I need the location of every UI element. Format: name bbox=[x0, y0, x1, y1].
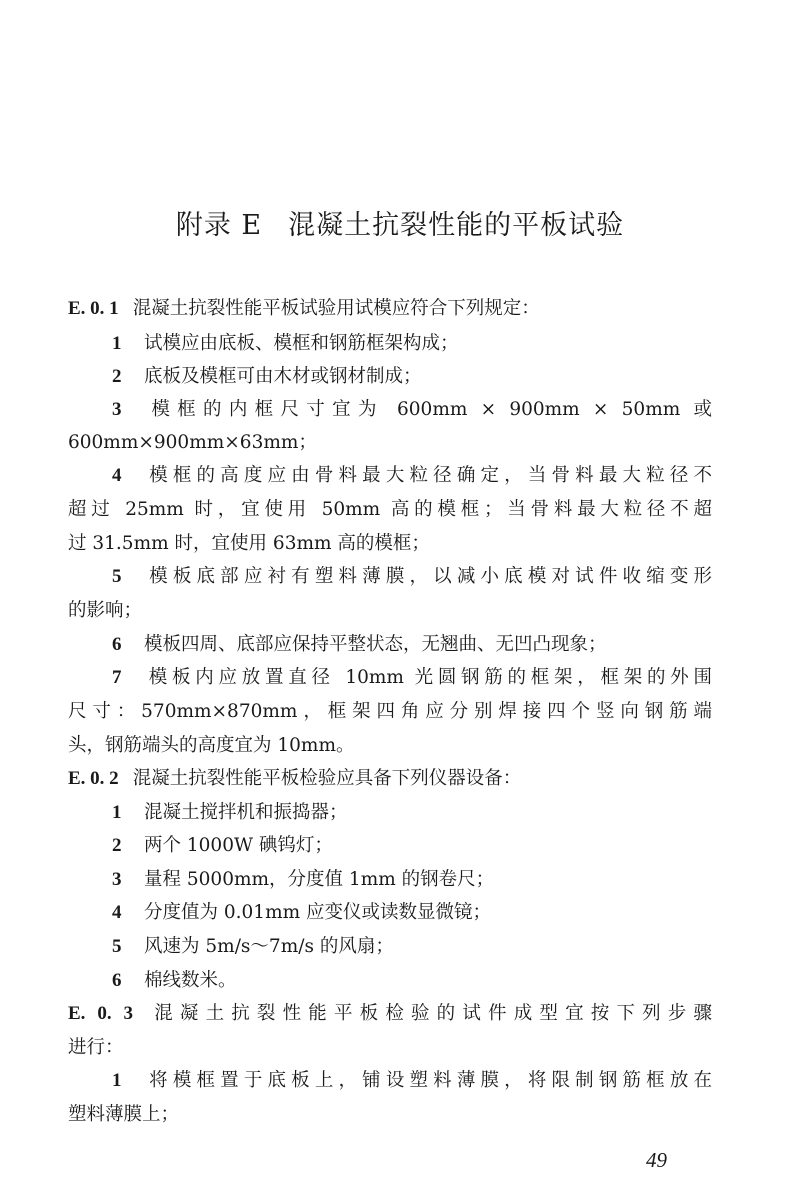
line-text: 模板四周、底部应保持平整状态，无翘曲、无凹凸现象； bbox=[144, 634, 607, 655]
continuation-line bbox=[68, 1100, 712, 1126]
continuation-line bbox=[68, 1033, 712, 1059]
list-item bbox=[68, 966, 712, 992]
list-item bbox=[68, 562, 712, 588]
line-text: 尺寸：570mm×870mm，框架四角应分别焊接四个竖向钢筋端 bbox=[68, 701, 712, 722]
page-number: 49 bbox=[646, 1148, 667, 1172]
list-item bbox=[68, 865, 712, 891]
continuation-line bbox=[68, 697, 712, 723]
list-item bbox=[68, 898, 712, 924]
appendix-label: 附录 E bbox=[175, 210, 263, 241]
item-number: 4 bbox=[112, 902, 122, 923]
continuation-line bbox=[68, 529, 712, 555]
clause-line bbox=[68, 999, 712, 1025]
item-number: 1 bbox=[112, 802, 122, 823]
line-text: 进行： bbox=[68, 1037, 124, 1058]
line-text: 模框的高度应由骨料最大粒径确定，当骨料最大粒径不 bbox=[144, 465, 712, 486]
clause-line bbox=[68, 764, 712, 790]
clause-number: E. 0. 2 bbox=[68, 768, 119, 789]
line-text: 模板内应放置直径 10mm 光圆钢筋的框架，框架的外围 bbox=[144, 667, 712, 688]
continuation-line bbox=[68, 428, 712, 454]
line-text: 模板底部应衬有塑料薄膜，以减小底模对试件收缩变形 bbox=[144, 566, 712, 587]
line-text: 底板及模框可由木材或钢材制成； bbox=[144, 366, 422, 387]
item-number: 1 bbox=[112, 333, 122, 354]
clause-line bbox=[68, 294, 712, 320]
line-text: 将模框置于底板上，铺设塑料薄膜，将限制钢筋框放在 bbox=[144, 1070, 712, 1091]
continuation-line bbox=[68, 495, 712, 521]
list-item bbox=[68, 831, 712, 857]
clause-number: E. 0. 1 bbox=[68, 298, 119, 319]
list-item bbox=[68, 798, 712, 824]
appendix-title bbox=[0, 203, 800, 242]
list-item bbox=[68, 461, 712, 487]
item-number: 6 bbox=[112, 634, 122, 655]
item-number: 2 bbox=[112, 835, 122, 856]
line-text: 混凝土搅拌机和振捣器； bbox=[144, 802, 348, 823]
item-number: 5 bbox=[112, 566, 122, 587]
line-text: 两个 1000W 碘钨灯； bbox=[144, 835, 333, 856]
line-text: 超过 25mm 时，宜使用 50mm 高的模框；当骨料最大粒径不超 bbox=[68, 499, 712, 520]
line-text: 分度值为 0.01mm 应变仪或读数显微镜； bbox=[144, 902, 492, 923]
continuation-line bbox=[68, 596, 712, 622]
list-item bbox=[68, 395, 712, 421]
list-item bbox=[68, 630, 712, 656]
line-text: 棉线数米。 bbox=[144, 970, 237, 991]
list-item bbox=[68, 362, 712, 388]
line-text: 模框的内框尺寸宜为 600mm × 900mm × 50mm 或 bbox=[144, 399, 712, 420]
line-text: 的影响； bbox=[68, 600, 143, 621]
list-item bbox=[68, 932, 712, 958]
item-number: 4 bbox=[112, 465, 122, 486]
line-text: 过 31.5mm 时，宜使用 63mm 高的模框； bbox=[68, 533, 430, 554]
line-text: 试模应由底板、模框和钢筋框架构成； bbox=[144, 333, 459, 354]
item-number: 5 bbox=[112, 936, 122, 957]
line-text: 混凝土抗裂性能平板试验用试模应符合下列规定： bbox=[132, 298, 540, 319]
line-text: 头，钢筋端头的高度宜为 10mm。 bbox=[68, 735, 355, 756]
item-number: 7 bbox=[112, 667, 122, 688]
line-text: 混凝土抗裂性能平板检验应具备下列仪器设备： bbox=[132, 768, 522, 789]
item-number: 2 bbox=[112, 366, 122, 387]
item-number: 1 bbox=[112, 1070, 122, 1091]
list-item bbox=[68, 663, 712, 689]
list-item bbox=[68, 329, 712, 355]
item-number: 6 bbox=[112, 970, 122, 991]
continuation-line bbox=[68, 731, 712, 757]
line-text: 塑料薄膜上； bbox=[68, 1104, 180, 1125]
line-text: 混凝土抗裂性能平板检验的试件成型宜按下列步骤 bbox=[147, 1003, 712, 1024]
line-text: 风速为 5m/s～7m/s 的风扇； bbox=[144, 936, 394, 957]
appendix-heading: 混凝土抗裂性能的平板试验 bbox=[288, 210, 625, 241]
item-number: 3 bbox=[112, 399, 122, 420]
item-number: 3 bbox=[112, 869, 122, 890]
line-text: 600mm×900mm×63mm； bbox=[68, 432, 317, 453]
list-item bbox=[68, 1066, 712, 1092]
line-text: 量程 5000mm，分度值 1mm 的钢卷尺； bbox=[144, 869, 495, 890]
clause-number: E. 0. 3 bbox=[68, 1003, 134, 1024]
